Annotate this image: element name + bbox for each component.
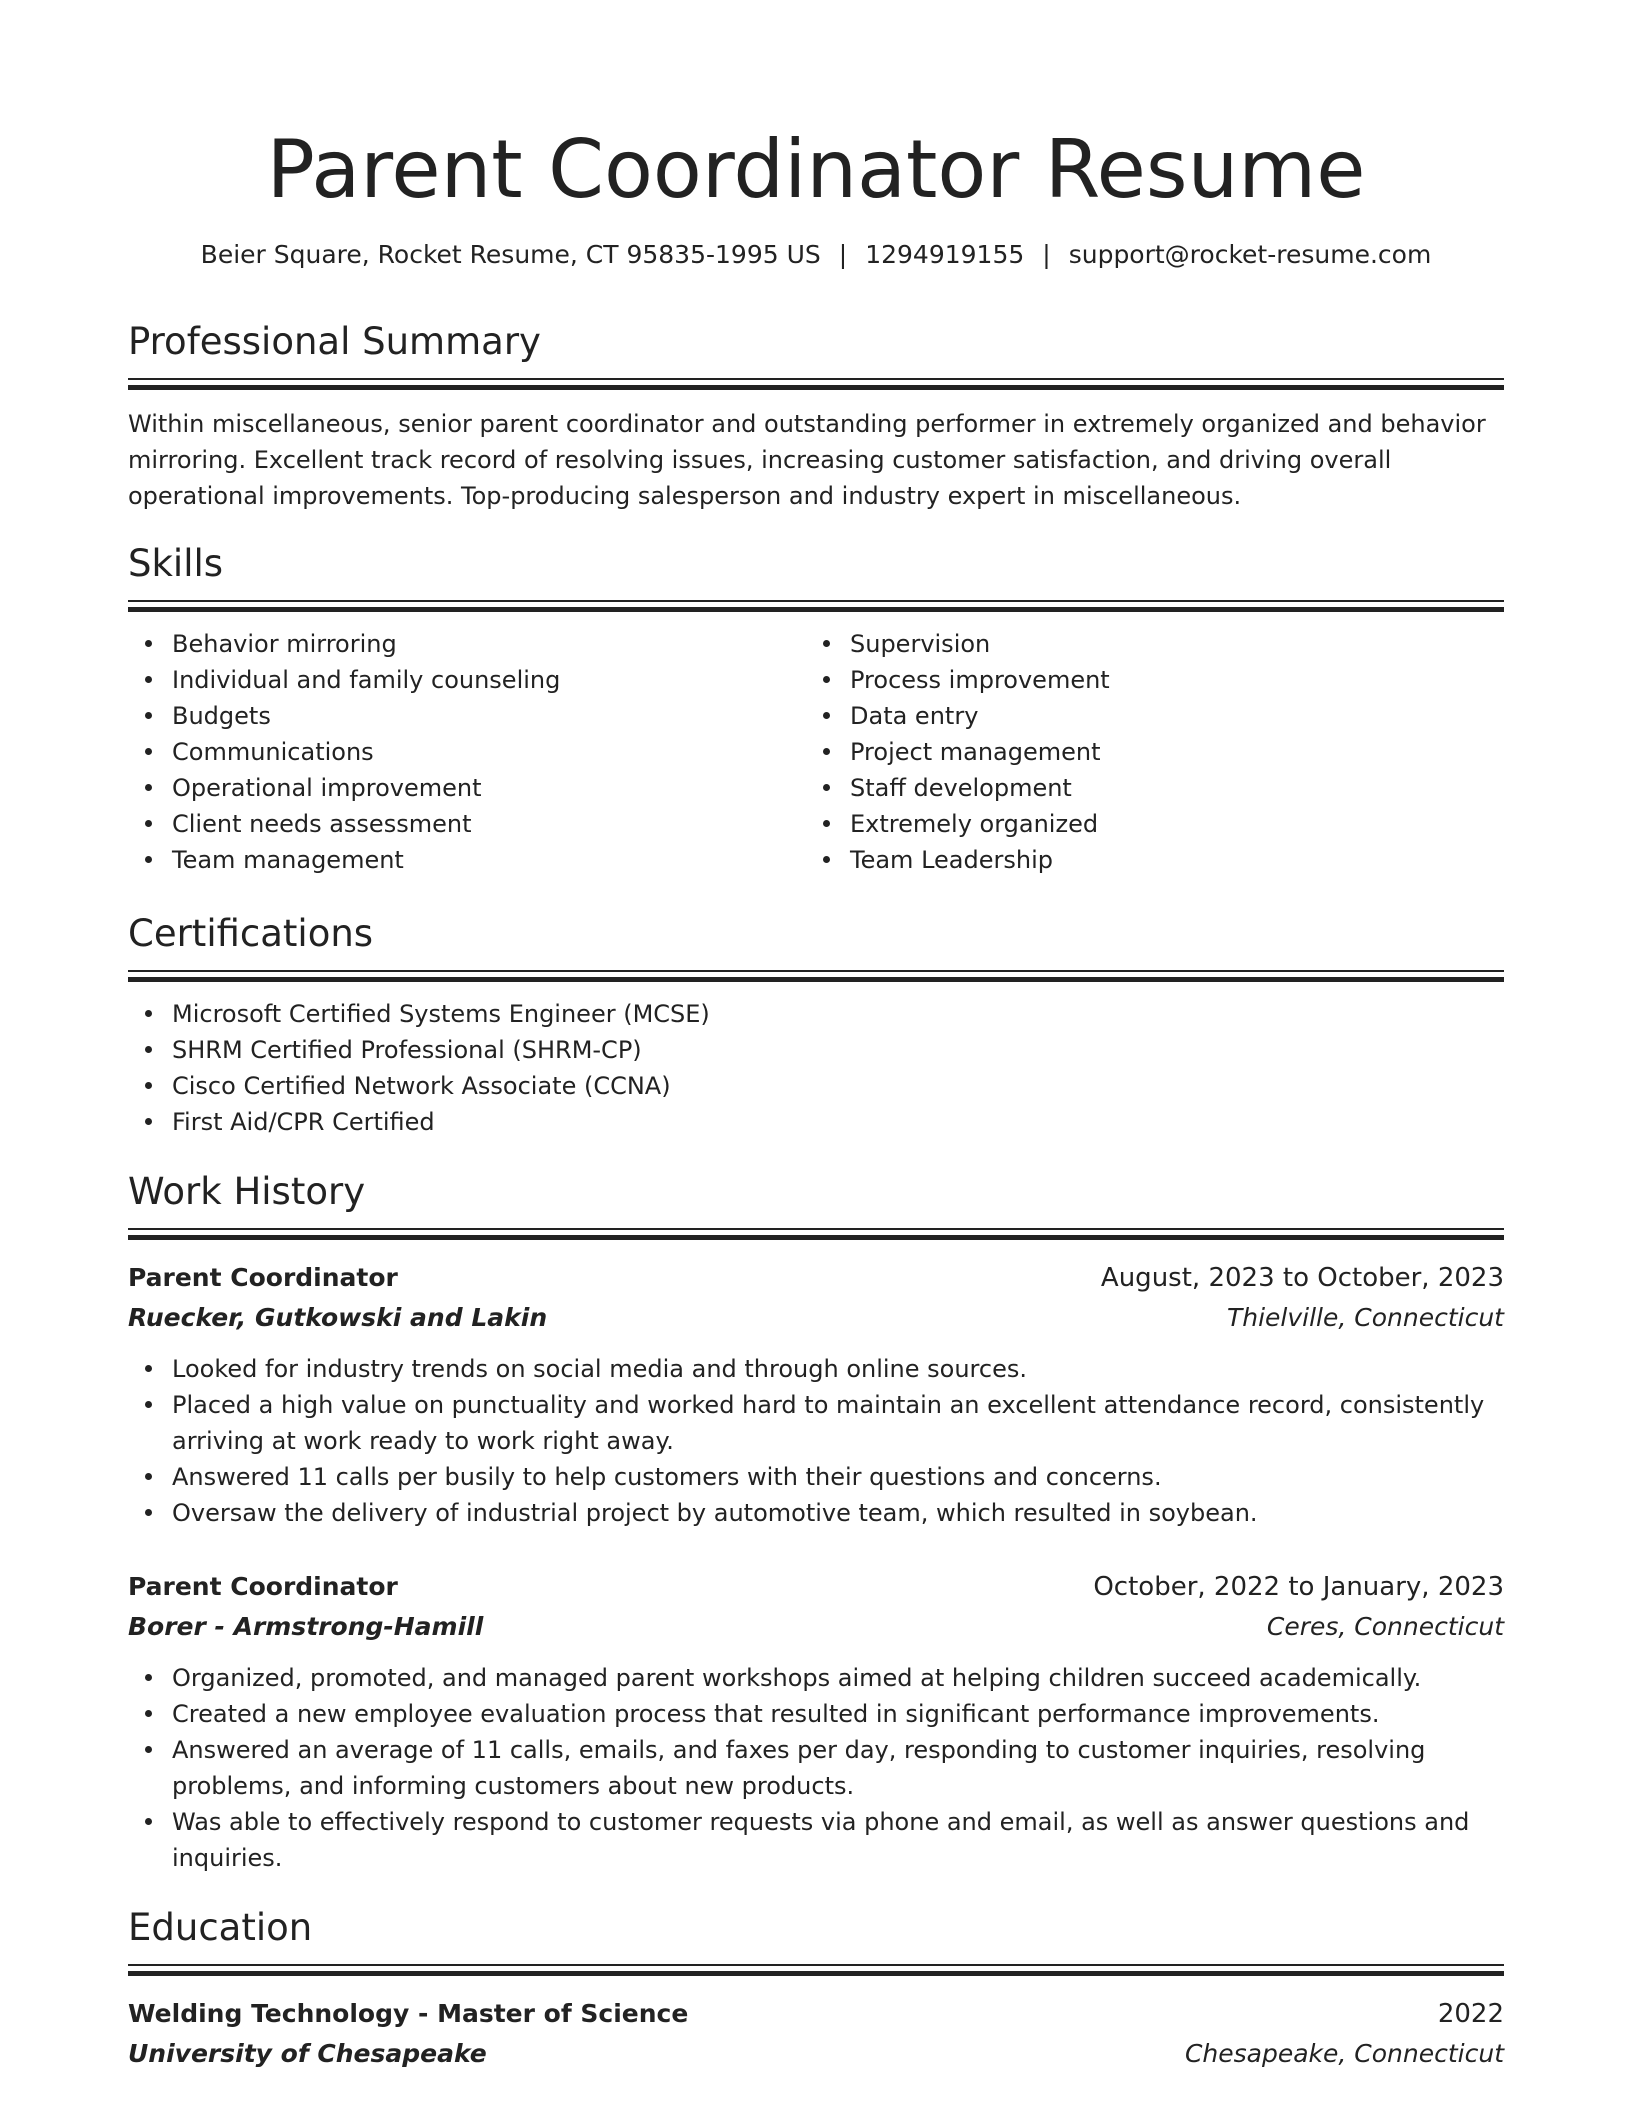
- contact-separator: |: [838, 240, 848, 269]
- skill-item: Staff development: [850, 770, 1484, 806]
- job-bullet: Organized, promoted, and managed parent workshops aimed at helping children succeed academically.: [172, 1660, 1504, 1696]
- skills-column-left: [128, 626, 806, 878]
- section-divider: [128, 970, 1504, 980]
- education-header-row: [128, 1994, 1504, 2034]
- contact-email: support@rocket-resume.com: [1068, 240, 1432, 269]
- job-entry: [128, 1258, 1504, 1531]
- job-location: Thielville, Connecticut: [1226, 1303, 1504, 1332]
- job-company-row: [128, 1298, 1504, 1337]
- skill-item: Supervision: [850, 626, 1484, 662]
- skill-item: Team management: [172, 842, 806, 878]
- skill-item: Client needs assessment: [172, 806, 806, 842]
- job-bullet: Oversaw the delivery of industrial project by automotive team, which resulted in soybean.: [172, 1495, 1504, 1531]
- job-title: Parent Coordinator: [128, 1572, 398, 1601]
- education-section: [128, 1904, 1504, 2073]
- certifications-section: [128, 910, 1504, 1140]
- job-bullet: Answered 11 calls per busily to help customers with their questions and concerns.: [172, 1459, 1504, 1495]
- education-year: 2022: [1437, 1999, 1504, 2029]
- skill-item: Extremely organized: [850, 806, 1484, 842]
- education-degree: Welding Technology - Master of Science: [128, 1999, 689, 2028]
- contact-separator: |: [1042, 240, 1051, 269]
- skill-item: Data entry: [850, 698, 1484, 734]
- section-heading-certifications: Certifications: [128, 912, 374, 955]
- job-bullet: Created a new employee evaluation process that resulted in significant performance improvements.: [172, 1696, 1504, 1732]
- skill-item: Project management: [850, 734, 1484, 770]
- skills-section: [128, 540, 1504, 878]
- education-school: University of Chesapeake: [128, 2039, 487, 2068]
- job-dates: October, 2022 to January, 2023: [1093, 1572, 1504, 1602]
- resume-title: Parent Coordinator Resume: [266, 123, 1366, 216]
- skill-item: Individual and family counseling: [172, 662, 806, 698]
- job-company: Ruecker, Gutkowski and Lakin: [128, 1303, 548, 1332]
- job-header-row: [128, 1258, 1504, 1298]
- job-header-row: [128, 1567, 1504, 1607]
- skills-columns: [128, 626, 1504, 878]
- skill-item: Behavior mirroring: [172, 626, 806, 662]
- job-bullet: Looked for industry trends on social media and through online sources.: [172, 1351, 1504, 1387]
- section-heading-skills: Skills: [128, 542, 224, 585]
- summary-section: [128, 318, 1504, 514]
- work-history-section: [128, 1168, 1504, 1876]
- section-divider: [128, 600, 1504, 610]
- job-entry: [128, 1567, 1504, 1876]
- job-location: Ceres, Connecticut: [1266, 1612, 1504, 1641]
- section-heading-summary: Professional Summary: [128, 320, 541, 363]
- section-heading-education: Education: [128, 1906, 313, 1949]
- section-heading-work-history: Work History: [128, 1170, 366, 1213]
- contact-line: [128, 238, 1504, 272]
- job-bullet: Answered an average of 11 calls, emails, and faxes per day, responding to customer inquiries, resolving problems, and informing customers about new products.: [172, 1732, 1504, 1804]
- skill-item: Operational improvement: [172, 770, 806, 806]
- job-dates: August, 2023 to October, 2023: [1100, 1263, 1504, 1293]
- certification-item: Cisco Certified Network Associate (CCNA): [172, 1068, 1504, 1104]
- job-bullet: Placed a high value on punctuality and worked hard to maintain an excellent attendance record, consistently arriving at work ready to work right away.: [172, 1387, 1504, 1459]
- job-company-row: [128, 1607, 1504, 1646]
- job-bullet: Was able to effectively respond to customer requests via phone and email, as well as answer questions and inquiries.: [172, 1804, 1504, 1876]
- section-divider: [128, 1964, 1504, 1974]
- section-divider: [128, 378, 1504, 388]
- education-school-row: [128, 2034, 1504, 2073]
- certification-item: SHRM Certified Professional (SHRM-CP): [172, 1032, 1504, 1068]
- job-company: Borer - Armstrong-Hamill: [128, 1612, 484, 1641]
- skills-column-right: [806, 626, 1484, 878]
- summary-text: Within miscellaneous, senior parent coordinator and outstanding performer in extremely organized and behavior mirroring. Excellent track record of resolving issues, increasing customer satisfaction, and driving overall operational improvements. Top-producing salesperson and industry expert in miscellaneous.: [128, 410, 1486, 510]
- section-divider: [128, 1228, 1504, 1238]
- contact-address: Beier Square, Rocket Resume, CT 95835-1995 US: [200, 240, 821, 269]
- contact-phone: 1294919155: [865, 240, 1025, 269]
- job-title: Parent Coordinator: [128, 1263, 398, 1292]
- education-location: Chesapeake, Connecticut: [1184, 2039, 1504, 2068]
- certification-item: First Aid/CPR Certified: [172, 1104, 1504, 1140]
- skill-item: Communications: [172, 734, 806, 770]
- skill-item: Team Leadership: [850, 842, 1484, 878]
- certification-item: Microsoft Certified Systems Engineer (MCSE): [172, 996, 1504, 1032]
- skill-item: Process improvement: [850, 662, 1484, 698]
- education-entry: [128, 1994, 1504, 2073]
- skill-item: Budgets: [172, 698, 806, 734]
